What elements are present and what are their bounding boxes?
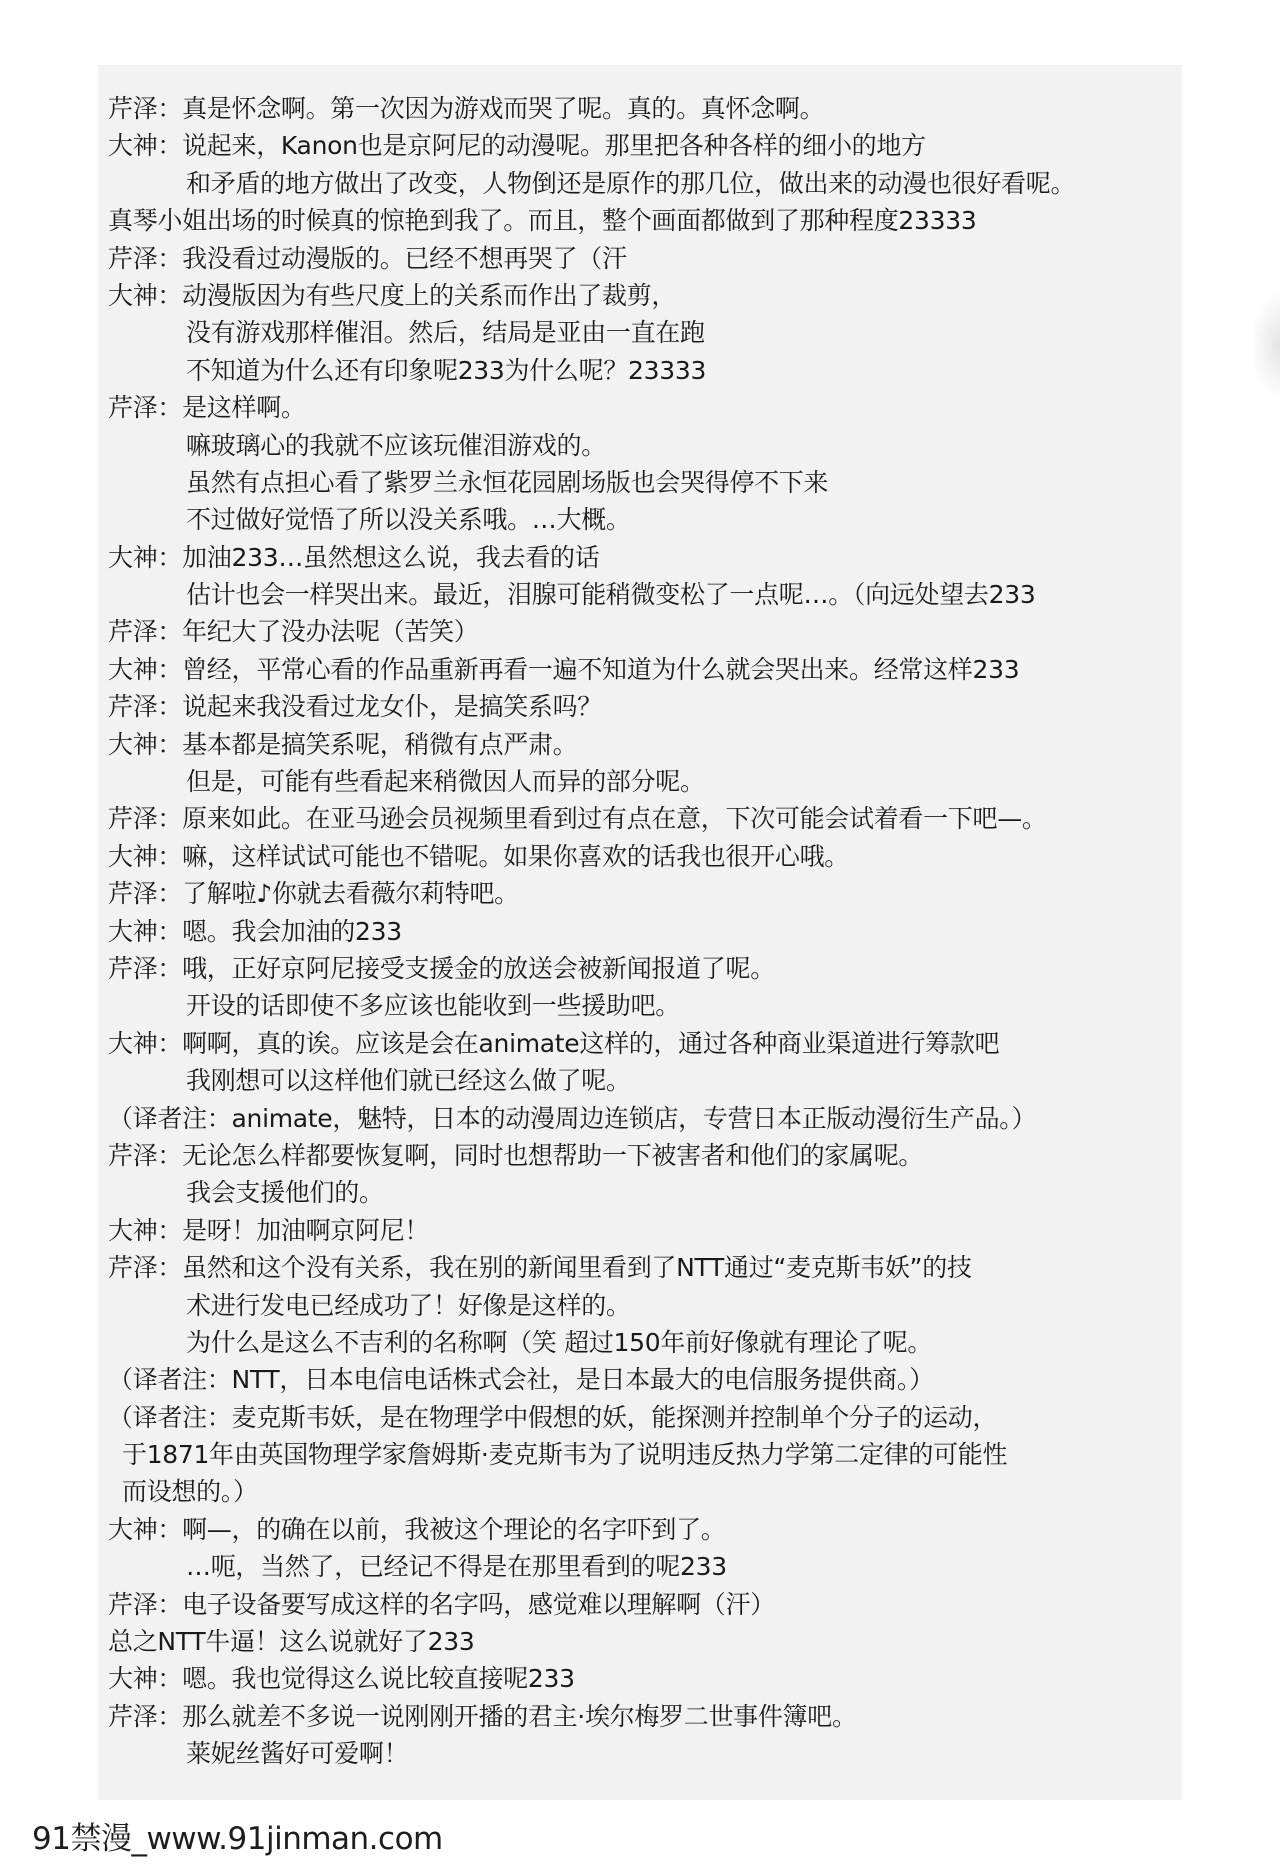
dialogue-line: 芹泽：真是怀念啊。第一次因为游戏而哭了呢。真的。真怀念啊。 — [108, 94, 825, 123]
dialogue-line: 大神：加油233…虽然想这么说，我去看的话 — [108, 542, 600, 572]
dialogue-line: 没有游戏那样催泪。然后，结局是亚由一直在跑 — [186, 318, 705, 348]
transcript — [108, 90, 1172, 1773]
dialogue-line: 芹泽：无论怎么样都要恢复啊，同时也想帮助一下被害者和他们的家属呢。 — [108, 1140, 924, 1170]
edge-shadow — [1250, 290, 1280, 400]
document-page — [98, 65, 1182, 1800]
dialogue-line: 我刚想可以这样他们就已经这么做了呢。 — [186, 1066, 631, 1096]
dialogue-line: 芹泽：说起来我没看过龙女仆，是搞笑系吗？ — [108, 692, 603, 722]
dialogue-line: 大神：说起来，Kanon也是京阿尼的动漫呢。那里把各种各样的细小的地方 — [108, 131, 926, 161]
dialogue-line: 大神：曾经，平常心看的作品重新再看一遍不知道为什么就会哭出来。经常这样233 — [108, 654, 1020, 684]
dialogue-line: 术进行发电已经成功了！好像是这样的。 — [186, 1290, 631, 1320]
dialogue-line: 真琴小姐出场的时候真的惊艳到我了。而且，整个画面都做到了那种程度23333 — [108, 206, 977, 236]
translator-note-line: 于1871年由英国物理学家詹姆斯·麦克斯韦为了说明违反热力学第二定律的可能性 — [122, 1440, 1008, 1470]
dialogue-line: 大神：嗯。我会加油的233 — [108, 916, 402, 946]
dialogue-line: 大神：基本都是搞笑系呢，稍微有点严肃。 — [108, 729, 578, 759]
watermark-text: 91禁漫_www.91jinman.com — [32, 1821, 443, 1857]
translator-note-line: （译者注：animate，魅特，日本的动漫周边连锁店，专营日本正版动漫衍生产品。） — [108, 1103, 1037, 1133]
dialogue-line: 大神：啊—，的确在以前，我被这个理论的名字吓到了。 — [108, 1514, 726, 1544]
dialogue-line: 芹泽：了解啦♪你就去看薇尔莉特吧。 — [108, 879, 519, 909]
dialogue-line: 大神：嗯。我也觉得这么说比较直接呢233 — [108, 1664, 575, 1694]
watermark — [0, 1813, 460, 1865]
dialogue-line: 芹泽：哦，正好京阿尼接受支援金的放送会被新闻报道了呢。 — [108, 953, 775, 983]
dialogue-line: 芹泽：虽然和这个没有关系，我在别的新闻里看到了NTT通过“麦克斯韦妖”的技 — [108, 1253, 972, 1283]
dialogue-line: …呃，当然了，已经记不得是在那里看到的呢233 — [186, 1552, 727, 1582]
dialogue-line: 为什么是这么不吉利的名称啊（笑 超过150年前好像就有理论了呢。 — [186, 1327, 933, 1357]
dialogue-line: 芹泽：那么就差不多说一说刚刚开播的君主·埃尔梅罗二世事件簿吧。 — [108, 1701, 857, 1731]
dialogue-line: 我会支援他们的。 — [186, 1178, 384, 1208]
dialogue-line: 芹泽：是这样啊。 — [108, 393, 306, 423]
dialogue-line: 估计也会一样哭出来。最近，泪腺可能稍微变松了一点呢…。（向远处望去233 — [186, 580, 1036, 610]
dialogue-line: 大神：啊啊，真的诶。应该是会在animate这样的，通过各种商业渠道进行筹款吧 — [108, 1028, 1000, 1058]
dialogue-line: 莱妮丝酱好可爱啊！ — [186, 1739, 409, 1769]
translator-note-line: （译者注：麦克斯韦妖，是在物理学中假想的妖，能探测并控制单个分子的运动， — [108, 1402, 998, 1432]
dialogue-line: 和矛盾的地方做出了改变，人物倒还是原作的那几位，做出来的动漫也很好看呢。 — [186, 168, 1076, 198]
dialogue-line: 芹泽：电子设备要写成这样的名字吗，感觉难以理解啊（汗） — [108, 1589, 775, 1619]
dialogue-line: 开设的话即使不多应该也能收到一些援助吧。 — [186, 991, 681, 1021]
dialogue-line: 芹泽：原来如此。在亚马逊会员视频里看到过有点在意，下次可能会试着看一下吧—。 — [108, 804, 1047, 834]
dialogue-line: 芹泽：年纪大了没办法呢（苦笑） — [108, 617, 479, 647]
dialogue-line: 嘛玻璃心的我就不应该玩催泪游戏的。 — [186, 430, 606, 460]
dialogue-line: 不知道为什么还有印象呢233为什么呢？23333 — [186, 355, 707, 385]
dialogue-line: 大神：是呀！加油啊京阿尼！ — [108, 1215, 430, 1245]
dialogue-line: 大神：嘛，这样试试可能也不错呢。如果你喜欢的话我也很开心哦。 — [108, 841, 850, 871]
dialogue-line: 虽然有点担心看了紫罗兰永恒花园剧场版也会哭得停不下来 — [186, 467, 829, 497]
dialogue-line: 大神：动漫版因为有些尺度上的关系而作出了裁剪， — [108, 280, 677, 310]
dialogue-line: 但是，可能有些看起来稍微因人而异的部分呢。 — [186, 767, 705, 797]
dialogue-line: 芹泽：我没看过动漫版的。已经不想再哭了（汗 — [108, 243, 627, 273]
dialogue-line: 总之NTT牛逼！这么说就好了233 — [108, 1627, 475, 1657]
translator-note-line: 而设想的。） — [122, 1477, 258, 1507]
dialogue-line: 不过做好觉悟了所以没关系哦。…大概。 — [186, 505, 631, 535]
translator-note-line: （译者注：NTT，日本电信电话株式会社，是日本最大的电信服务提供商。） — [108, 1365, 934, 1395]
